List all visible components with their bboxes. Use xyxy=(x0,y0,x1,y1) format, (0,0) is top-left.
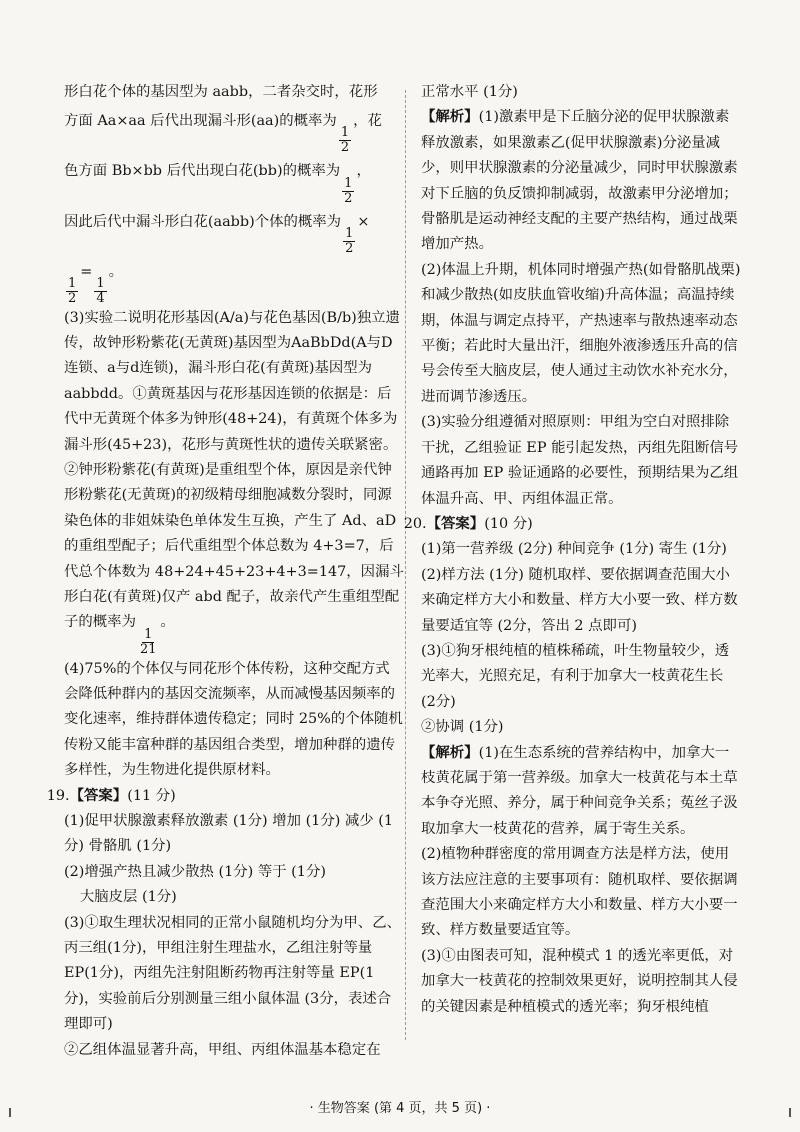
text-line xyxy=(64,256,404,306)
fraction-numerator: 1 xyxy=(340,125,350,141)
analysis-1 xyxy=(421,105,741,257)
fraction-numerator: 1 xyxy=(344,175,353,191)
paragraph-3 xyxy=(64,306,404,657)
text-span: (1)在生态系统的营养结构中，加拿大一枝黄花属于第一营养级。加拿大一枝黄花与本土草本争夺光照、养分，属于种间竞争关系；菟丝子汲取加拿大一枝黄花的营养，属于寄生关系。 xyxy=(421,744,738,837)
fraction-denominator: 2 xyxy=(345,240,354,256)
right-column xyxy=(403,80,741,1020)
analysis-b3: (3)①由图表可知，混种模式 1 的透光率更低，对加拿大一枝黄花的控制效果更好，说明控制其人侵的关键因素是种植模式的透光率；狗牙根纯植 xyxy=(421,947,738,1015)
fraction-numerator: 1 xyxy=(96,275,105,291)
question-number: 20. xyxy=(403,515,427,532)
text-span: ， xyxy=(356,163,371,180)
text-line xyxy=(64,105,404,155)
fraction-denominator: 2 xyxy=(344,190,353,206)
answer-tag: 【答案】 xyxy=(426,515,485,532)
q20-answer-2: (2)样方法 (1分) 随机取样、要依据调查范围大小来确定样方大小和数量、样方大小要一致、样方数量要适宜等 (2分，答出 2 点即可) xyxy=(421,566,738,634)
text-line: 形白花个体的基因型为 aabb，二者杂交时，花形 xyxy=(64,84,378,100)
fraction-numerator: 1 xyxy=(345,225,354,241)
scan-mark xyxy=(9,1108,11,1117)
analysis-b2: (2)植物种群密度的常用调查方法是样方法，使用该方法应注意的主要事项有：随机取样、要依据调查范围大小来确定样方大小和数量、样方大小要一致、样方数量要适宜等。 xyxy=(421,846,738,939)
text-span: (3)实验二说明花形基因(A/a)与花色基因(B/b)独立遗传，故钟形粉紫花(无黄斑)基因型为AaBbDd(A与D连锁、a与d连锁)，漏斗形白花(有黄斑)基因型为 aabbdd。①黄斑基因与花形基因连锁的依据是：后代中无黄斑个体多为钟形(48+24)，有黄斑个体多为漏斗形(45+23)，花形与黄斑性状的遗传关联紧密。②钟形粉紫花(有黄斑)是重组型个体，原因是亲代钟形粉紫花(无黄斑)的初级精母细胞减数分裂时，同源染色体的非姐妹染色单体发生互换，产生了 Ad、aD 的重组型配子；后代重组型个体总数为 4+3=7，后代总个体数为 48+24+45+23+4+3=147，因漏斗形白花(有黄斑)仅产 abd 配子，故亲代产生重组型配子的概率为 xyxy=(64,309,404,631)
q20-answer-3-score: (2分) xyxy=(421,693,456,710)
score: (11 分) xyxy=(127,787,176,804)
text-span: (1)激素甲是下丘脑分泌的促甲状腺激素释放激素，如果激素乙(促甲状腺激素)分泌量减少，则甲状腺激素的分泌量减少，同时甲状腺激素对下丘脑的负反馈抑制减弱，故激素甲分泌增加；骨骼肌是运动神经支配的主要产热结构，通过战栗增加产热。 xyxy=(421,109,738,253)
fraction-numerator: 1 xyxy=(144,626,153,642)
text-span: 色方面 Bb×bb 后代出现白花(bb)的概率为 xyxy=(64,163,341,180)
paragraph-4: (4)75%的个体仅与同花形个体传粉，这种交配方式会降低种群内的基因交流频率，从而减慢基因频率的变化速率，维持群体遗传稳定；同时 25%的个体随机传粉又能丰富种群的基因组合类型，增加种群的遗传多样性，为生物进化提供原材料。 xyxy=(64,660,403,779)
q20-answer-3: (3)①狗牙根纯植的植株稀疏，叶生物量较少，透光率大，光照充足，有利于加拿大一枝黄花生长 xyxy=(421,642,730,685)
scan-mark xyxy=(789,1108,791,1117)
q20-answer-1: (1)第一营养级 (2分) 种间竞争 (1分) 寄生 (1分) xyxy=(421,541,727,558)
text-span: 。 xyxy=(160,614,175,631)
score: (10 分) xyxy=(484,515,533,532)
fraction-denominator: 2 xyxy=(340,140,350,156)
q19-answer-2: (2)增强产热且减少散热 (1分) 等于 (1分) xyxy=(64,863,326,880)
question-19-header xyxy=(46,784,404,809)
page-footer: · 生物答案 (第 4 页，共 5 页) · xyxy=(309,1101,491,1116)
text-span: 因此后代中漏斗形白花(aabb)个体的概率为 xyxy=(64,213,342,230)
question-20-header xyxy=(403,512,741,537)
text-line xyxy=(64,206,404,256)
fraction-denominator: 2 xyxy=(68,290,77,306)
fraction xyxy=(343,227,355,256)
text-span: 方面 Aa×aa 后代出现漏斗形(aa)的概率为 xyxy=(64,113,337,130)
fraction-denominator: 21 xyxy=(139,641,157,657)
text-span: ，花 xyxy=(353,113,382,130)
text-line: 正常水平 (1分) xyxy=(421,84,518,100)
analysis-b1 xyxy=(421,741,741,843)
q19-answer-1: (1)促甲状腺激素释放激素 (1分) 增加 (1分) 减少 (1分) 骨骼肌 (1分) xyxy=(64,812,394,855)
text-span: = xyxy=(80,263,93,280)
text-span: 。 xyxy=(108,263,124,280)
fraction xyxy=(339,126,351,155)
column-divider xyxy=(405,90,406,1040)
analysis-tag: 【解析】 xyxy=(421,109,479,126)
fraction-denominator: 4 xyxy=(96,290,105,306)
fraction xyxy=(94,277,106,306)
text-span: × xyxy=(357,213,370,230)
analysis-2: (2)体温上升期，机体同时增强产热(如骨骼肌战栗)和减少散热(如皮肤血管收缩)升高体温；高温持续期，体温与调定点持平，产热速率与散热速率动态平衡；若此时大量出汗，细胞外液渗透压升高的信号会传至大脑皮层，使人通过主动饮水补充水分，进而调节渗透压。 xyxy=(421,261,741,405)
q19-answer-3: (3)①取生理状况相同的正常小鼠随机均分为甲、乙、丙三组(1分)，甲组注射生理盐水，乙组注射等量 EP(1分)，丙组先注射阻断药物再注射等量 EP(1分)，实验前后分别测量三组小鼠体温 (3分，表述合理即可) xyxy=(64,914,401,1033)
fraction-numerator: 1 xyxy=(68,275,77,291)
analysis-tag: 【解析】 xyxy=(421,744,479,761)
fraction xyxy=(138,628,159,657)
answer-tag: 【答案】 xyxy=(69,787,128,804)
left-column xyxy=(46,80,404,1063)
q19-answer-2b: 大脑皮层 (1分) xyxy=(79,889,177,906)
text-line xyxy=(64,155,404,205)
fraction xyxy=(66,277,78,306)
q20-answer-3b: ②协调 (1分) xyxy=(421,719,504,736)
fraction xyxy=(342,177,354,206)
q19-answer-3b: ②乙组体温显著升高，甲组、丙组体温基本稳定在 xyxy=(64,1041,381,1058)
question-number: 19. xyxy=(46,787,70,804)
analysis-3: (3)实验分组遵循对照原则：甲组为空白对照排除干扰，乙组验证 EP 能引起发热，丙组先阻断信号通路再加 EP 验证通路的必要性，预期结果为乙组体温升高、甲、丙组体温正常。 xyxy=(421,414,739,507)
